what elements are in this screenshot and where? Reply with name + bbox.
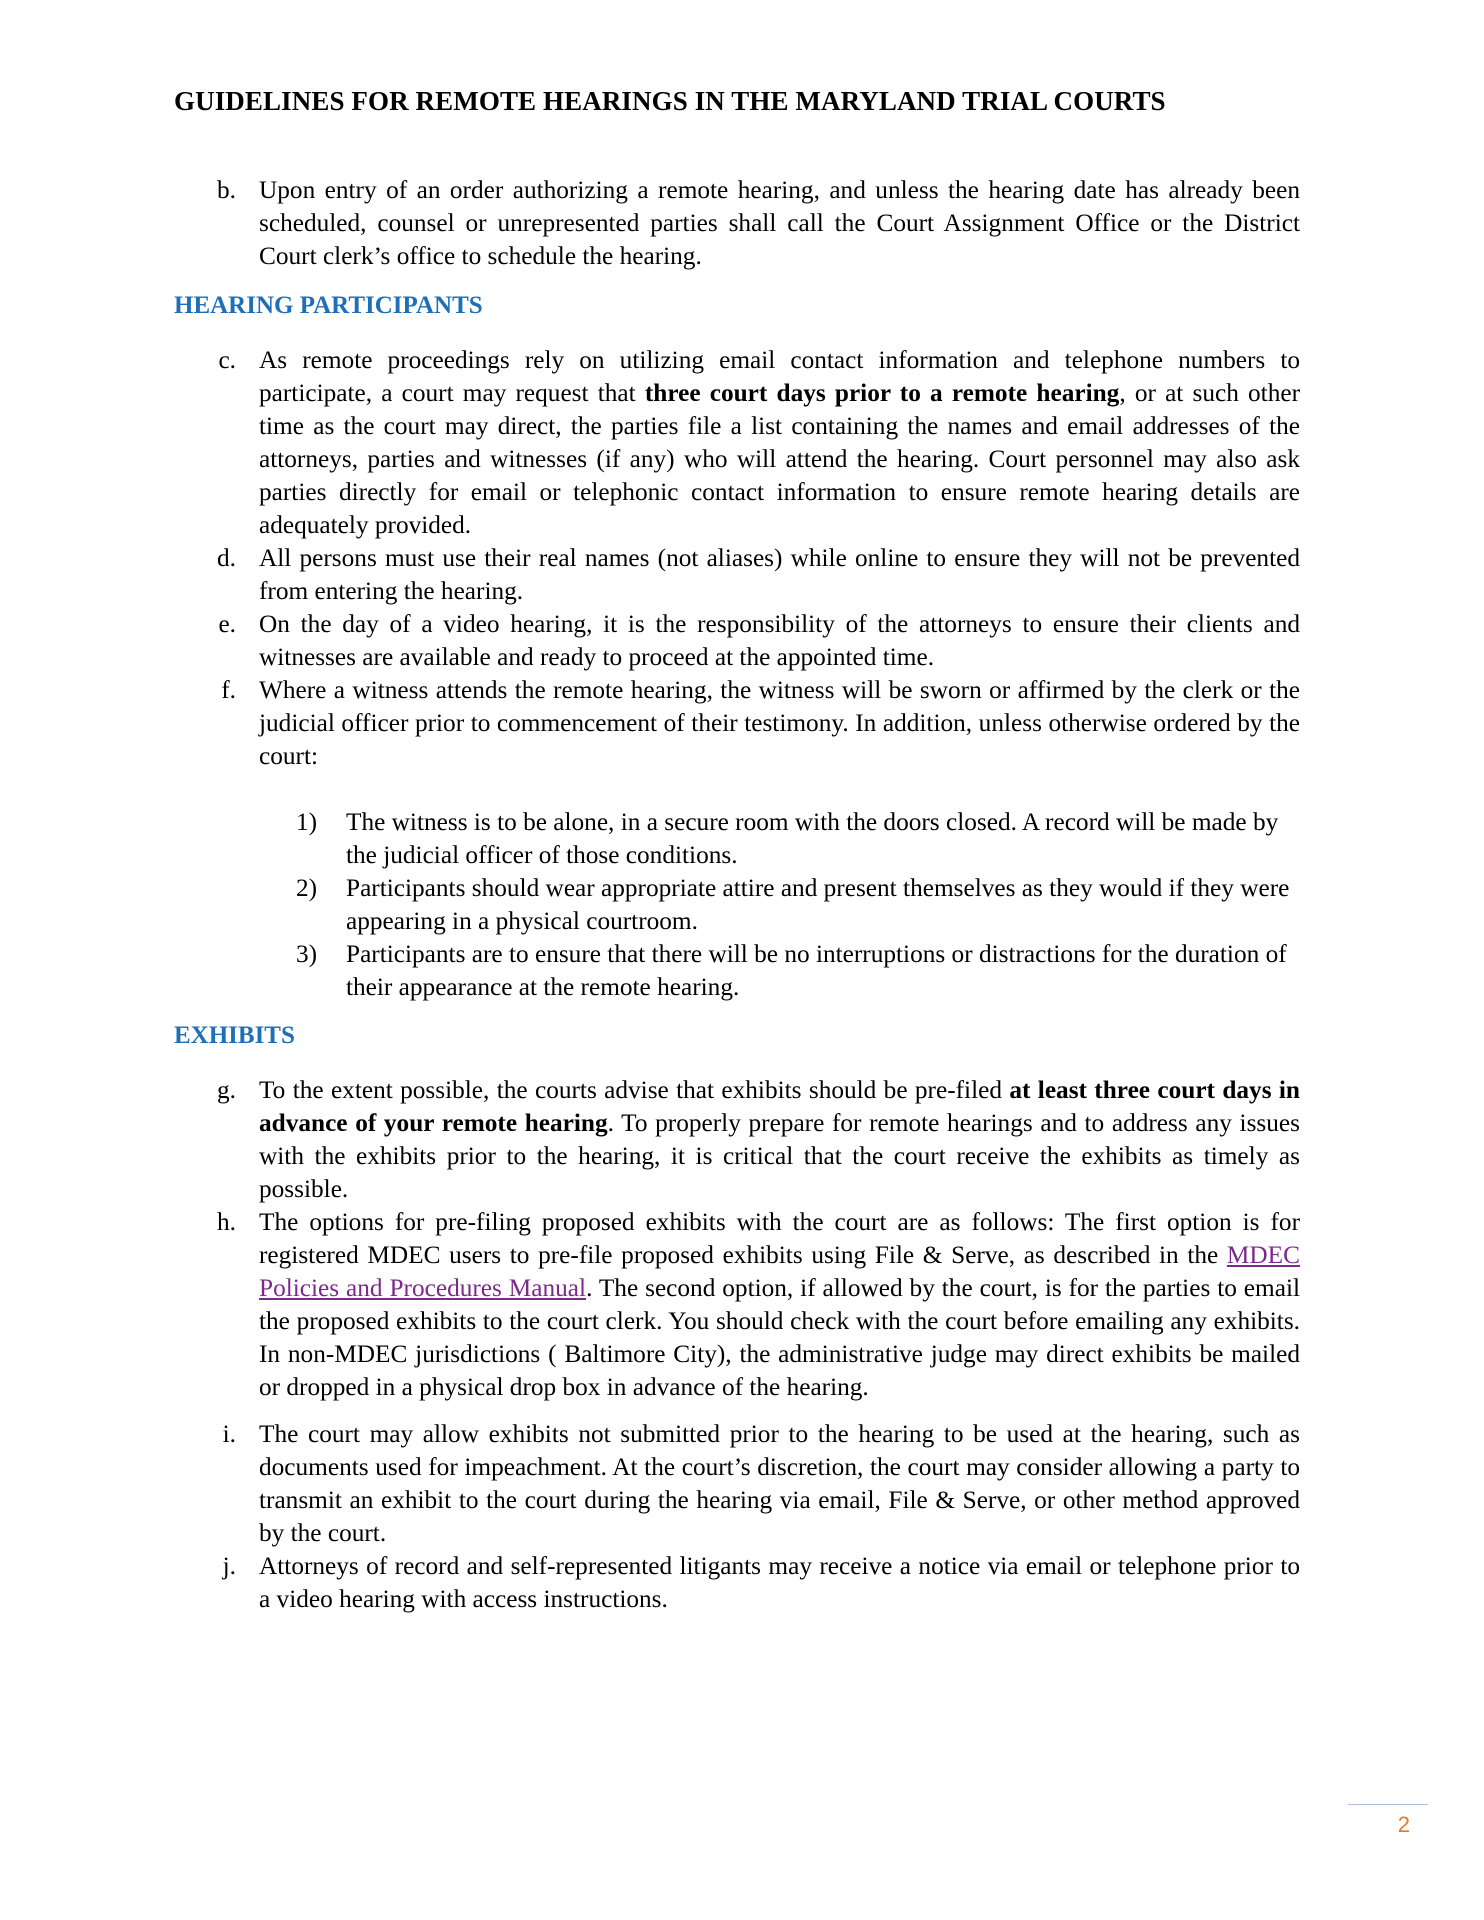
item-text: The options for pre-filing proposed exhibits with the court are as follows: The first option is for registered MDEC users to pre-file proposed exhibits using File & Serve, as described in the MDEC Policies and Procedures Manual. The second option, if allowed by the court, is for the parties to email the proposed exhibits to the court clerk. You should check with the court before emailing any exhibits. In non-MDEC jurisdictions ( Baltimore City), the administrative judge may direct exhibits be mailed or dropped in a physical drop box in advance of the hearing.: [259, 1208, 1300, 1401]
item-marker: 2): [296, 874, 318, 902]
list-item-i: [200, 1418, 1300, 1550]
item-text: The court may allow exhibits not submitted prior to the hearing to be used at the hearing, such as documents used for impeachment. At the court’s discretion, the court may consider allowing a party to transmit an exhibit to the court during the hearing via email, File & Serve, or other method approved by the court.: [259, 1420, 1300, 1547]
item-text: As remote proceedings rely on utilizing email contact information and telephone numbers to participate, a court may request that three court days prior to a remote hearing, or at such other time as the court may direct, the parties file a list containing the names and email addresses of the attorneys, parties and witnesses (if any) who will attend the hearing. Court personnel may also ask parties directly for email or telephonic contact information to ensure remote hearing details are adequately provided.: [259, 346, 1301, 539]
item-marker: d.: [217, 544, 236, 572]
item-marker: 1): [296, 808, 318, 836]
item-text: Attorneys of record and self-represented litigants may receive a notice via email or telephone prior to a video hearing with access instructions.: [259, 1552, 1300, 1613]
item-marker: c.: [218, 346, 236, 374]
item-marker: b.: [217, 176, 236, 204]
list-item-b: [200, 174, 1300, 273]
list-item-c: [200, 344, 1300, 542]
footer-divider: [1348, 1804, 1428, 1805]
list-item-e: [200, 608, 1300, 674]
bold-emphasis: at least three court days in advance of your remote hearing: [259, 1076, 1300, 1137]
list-item-j: [200, 1550, 1300, 1616]
item-marker: j.: [222, 1552, 236, 1580]
page-title: GUIDELINES FOR REMOTE HEARINGS IN THE MARYLAND TRIAL COURTS: [174, 86, 1166, 116]
sub-list-item-1: [296, 806, 1306, 872]
list-item-g: [200, 1074, 1300, 1206]
item-text: Upon entry of an order authorizing a remote hearing, and unless the hearing date has already been scheduled, counsel or unrepresented parties shall call the Court Assignment Office or the District Court clerk’s office to schedule the hearing.: [259, 176, 1300, 270]
sub-list-item-2: [296, 872, 1306, 938]
item-text: The witness is to be alone, in a secure room with the doors closed. A record will be made by the judicial officer of those conditions.: [346, 808, 1279, 869]
item-text: To the extent possible, the courts advise that exhibits should be pre-filed at least three court days in advance of your remote hearing. To properly prepare for remote hearings and to address any issues with the exhibits prior to the hearing, it is critical that the court receive the exhibits as timely as possible.: [259, 1076, 1300, 1203]
item-marker: e.: [218, 610, 236, 638]
list-item-h: [200, 1206, 1300, 1404]
item-marker: i.: [222, 1420, 236, 1448]
item-text: All persons must use their real names (not aliases) while online to ensure they will not be prevented from entering the hearing.: [259, 544, 1300, 605]
bold-emphasis: three court days prior to a remote hearing: [644, 379, 1120, 407]
item-text: On the day of a video hearing, it is the responsibility of the attorneys to ensure their clients and witnesses are available and ready to proceed at the appointed time.: [259, 610, 1300, 671]
section-heading-hearing-participants: HEARING PARTICIPANTS: [174, 292, 483, 319]
list-item-d: [200, 542, 1300, 608]
list-item-f: [200, 674, 1300, 773]
item-text: Participants should wear appropriate attire and present themselves as they would if they were appearing in a physical courtroom.: [346, 874, 1290, 935]
item-text: Where a witness attends the remote hearing, the witness will be sworn or affirmed by the clerk or the judicial officer prior to commencement of their testimony. In addition, unless otherwise ordered by the court:: [259, 676, 1300, 770]
sub-list-item-3: [296, 938, 1306, 1004]
page-number: 2: [1397, 1812, 1410, 1837]
item-marker: g.: [217, 1076, 236, 1104]
mdec-manual-link[interactable]: MDEC Policies and Procedures Manual: [259, 1241, 1300, 1302]
item-marker: h.: [217, 1208, 236, 1236]
item-marker: 3): [296, 940, 318, 968]
item-marker: f.: [221, 676, 236, 704]
section-heading-exhibits: EXHIBITS: [174, 1022, 295, 1049]
item-text: Participants are to ensure that there will be no interruptions or distractions for the duration of their appearance at the remote hearing.: [346, 940, 1287, 1001]
